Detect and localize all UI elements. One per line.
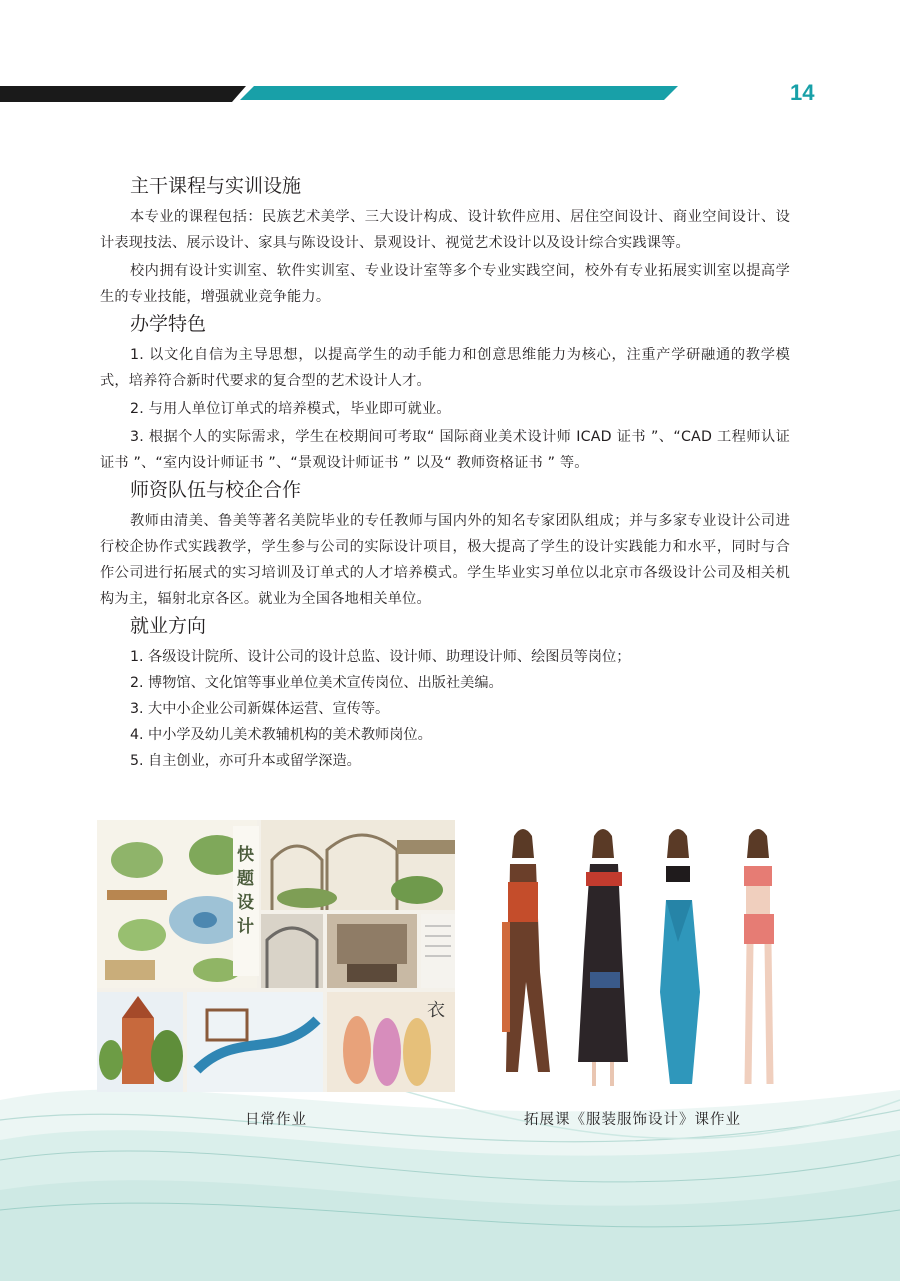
career-item: 5. 自主创业，亦可升本或留学深造。	[130, 753, 361, 769]
page-number: 14	[790, 80, 815, 105]
homework-collage	[97, 820, 455, 1092]
faculty-paragraph: 教师由清美、鲁美等著名美院毕业的专任教师与国内外的知名专家团队组成；并与多家专业设计公司进行校企协作式实践教学，学生参与公司的实际设计项目，极大提高了学生的设计实践能力和水平，同时与合作公司进行拓展式的实习培训及订单式的人才培养模式。学生毕业实习单位以北京市各级设计公司及相关机构为主，辐射北京各区。就业为全国各地相关单位。	[100, 513, 790, 607]
collage-artwork	[97, 820, 455, 1092]
career-item: 2. 博物馆、文化馆等事业单位美术宣传岗位、出版社美编。	[130, 675, 503, 691]
caption-daily-homework: 日常作业	[245, 1112, 307, 1128]
features-paragraph-2: 2. 与用人单位订单式的培养模式，毕业即可就业。	[130, 401, 451, 417]
features-paragraph-3: 3. 根据个人的实际需求，学生在校期间可考取“ 国际商业美术设计师 ICAD 证书 ”、“CAD 工程师认证证书 ”、“室内设计师证书 ”、“景观设计师证书 ” 以及“ 教师资格证书 ” 等。	[100, 429, 790, 471]
section-title-features: 办学特色	[130, 313, 207, 335]
collage-calligraphy: 衣	[427, 1000, 445, 1021]
section-title-courses: 主干课程与实训设施	[130, 175, 302, 197]
features-paragraph-1: 1. 以文化自信为主导思想，以提高学生的动手能力和创意思维能力为核心，注重产学研融通的教学模式，培养符合新时代要求的复合型的艺术设计人才。	[100, 347, 790, 389]
fashion-sketches	[478, 822, 808, 1094]
courses-paragraph-2: 校内拥有设计实训室、软件实训室、专业设计室等多个专业实践空间，校外有专业拓展实训室以提高学生的专业技能，增强就业竞争能力。	[100, 263, 790, 305]
section-title-faculty: 师资队伍与校企合作	[130, 479, 302, 501]
career-item: 3. 大中小企业公司新媒体运营、宣传等。	[130, 701, 390, 717]
fashion-illustration	[478, 822, 808, 1094]
header-decoration	[0, 0, 900, 120]
collage-title-char: 计	[237, 917, 254, 937]
career-item: 4. 中小学及幼儿美术教辅机构的美术教师岗位。	[130, 727, 432, 743]
collage-title-char: 设	[237, 893, 254, 913]
caption-fashion-course: 拓展课《服装服饰设计》课作业	[524, 1112, 741, 1128]
courses-paragraph-1: 本专业的课程包括：民族艺术美学、三大设计构成、设计软件应用、居住空间设计、商业空间设计、设计表现技法、展示设计、家具与陈设设计、景观设计、视觉艺术设计以及设计综合实践课等。	[100, 209, 790, 251]
career-item: 1. 各级设计院所、设计公司的设计总监、设计师、助理设计师、绘图员等岗位；	[130, 649, 631, 665]
collage-title-char: 题	[237, 869, 254, 889]
main-content	[100, 172, 790, 774]
collage-title-char: 快	[237, 845, 254, 865]
section-title-careers: 就业方向	[130, 615, 207, 637]
